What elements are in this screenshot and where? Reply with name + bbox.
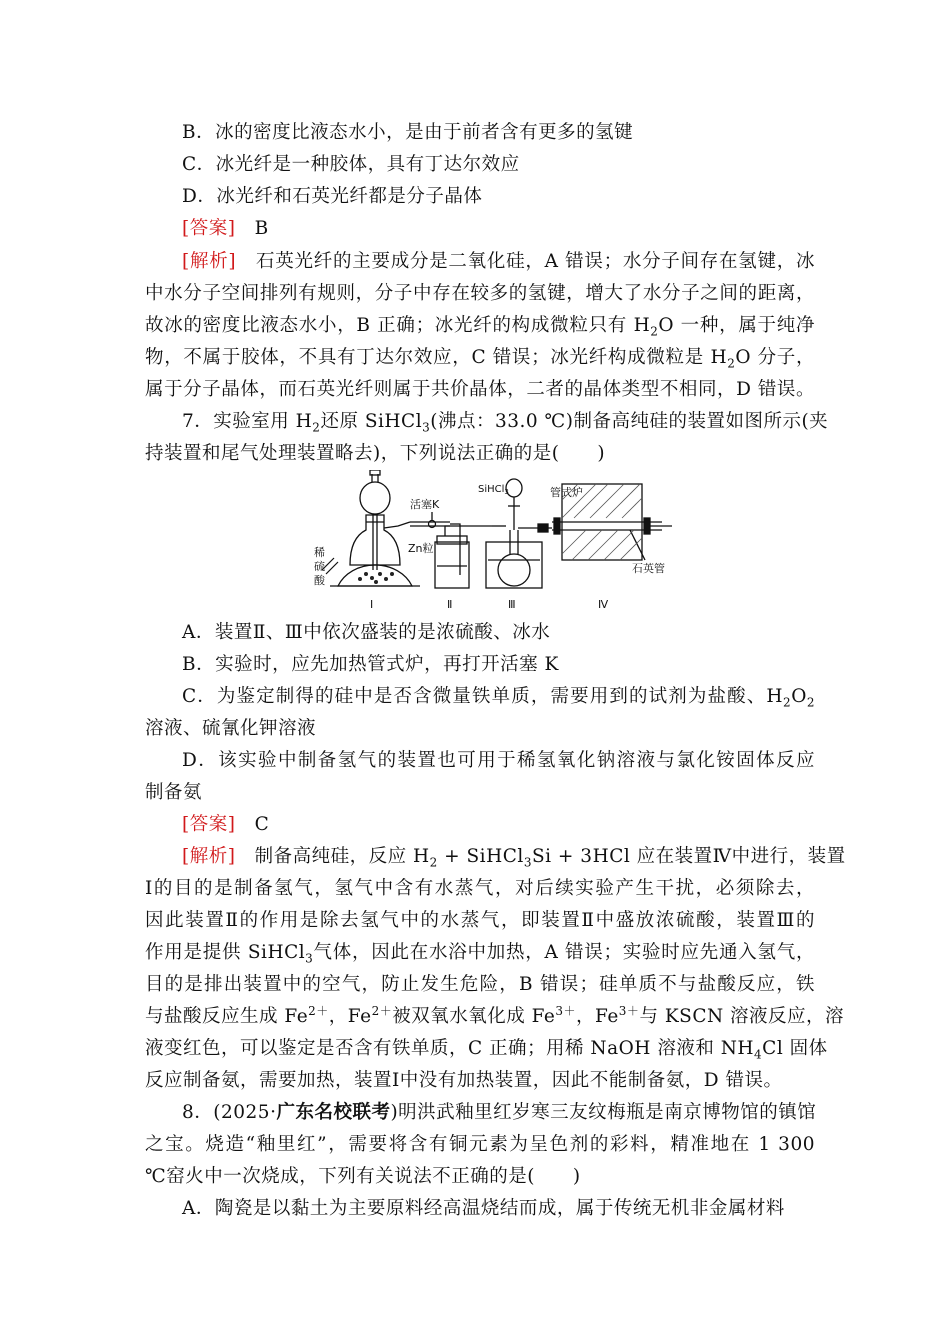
q7-analysis-line-6: 与盐酸反应生成 $Fe^{2+}$，$Fe^{2+}$被双氧水氧化成 $Fe^{3+}$，$Fe^{3+}$与 KSCN 溶液反应，溶 xyxy=(145,1003,845,1027)
q6-analysis-line-5: 属于分子晶体，而石英光纤则属于共价晶体，二者的晶体类型不相同，D 错误。 xyxy=(145,379,815,400)
answer-tag: [答案] xyxy=(182,218,236,239)
q7-analysis-line-3: 因此装置Ⅱ的作用是除去氢气中的水蒸气，即装置Ⅱ中盛放浓硫酸，装置Ⅲ的 xyxy=(145,910,815,931)
answer-value: B xyxy=(254,218,269,239)
q6-analysis-line-1: [解析] 石英光纤的主要成分是二氧化硅，A 错误；水分子间存在氢键，冰 xyxy=(182,251,815,272)
q7-option-c-line-1: C．为鉴定制得的硅中是否含微量铁单质，需要用到的试剂为盐酸、$H_2O_2$ xyxy=(182,686,815,710)
label-acid-2: 硫 xyxy=(314,560,325,573)
answer-tag: [答案] xyxy=(182,814,236,835)
q7-answer xyxy=(182,810,815,840)
label-sihcl3: SiHCl$_3$ xyxy=(478,484,509,496)
q6-option-c: C．冰光纤是一种胶体，具有丁达尔效应 xyxy=(182,154,520,175)
analysis-tag: [解析] xyxy=(182,251,237,272)
label-furnace: 管式炉 xyxy=(550,486,583,499)
answer-value: C xyxy=(254,814,270,835)
q7-analysis-line-1: [解析] 制备高纯硅，反应 $H_2$ + SiHCl$_3$Si + 3HCl 应在装置Ⅳ中进行，装置 xyxy=(182,846,846,870)
q7-analysis-line-7: 液变红色，可以鉴定是否含有铁单质，C 正确；用稀 NaOH 溶液和 $NH_4Cl$ 固体 xyxy=(145,1038,828,1062)
label-zinc: Zn粒 xyxy=(408,542,434,555)
q6-analysis-line-4: 物，不属于胶体，不具有丁达尔效应，C 错误；冰光纤构成微粒是 $H_2O$ 分子， xyxy=(145,347,815,371)
label-acid-3: 酸 xyxy=(314,574,325,587)
q7-analysis-line-2: Ⅰ的目的是制备氢气，氢气中含有水蒸气，对后续实验产生干扰，必须除去， xyxy=(145,878,815,899)
apparatus-diagram xyxy=(300,470,680,616)
label-stopcock-k: 活塞K xyxy=(410,498,440,511)
q7-stem-line-2: 持装置和尾气处理装置略去)，下列说法正确的是( ) xyxy=(145,443,606,464)
sihcl3-flask xyxy=(498,554,530,586)
q7-analysis-line-4: 作用是提供 SiHCl$_3$气体，因此在水浴中加热，A 错误；实验时应先通入氢气， xyxy=(145,942,815,966)
separatory-funnel-bulb xyxy=(360,482,390,514)
q7-option-b: B．实验时，应先加热管式炉，再打开活塞 K xyxy=(182,654,559,675)
q8-stem-line-2: 之宝。烧造“釉里红”，需要将含有铜元素为呈色剂的彩料，精准地在 1 300 xyxy=(145,1134,815,1155)
q6-analysis-line-3: 故冰的密度比液态水小，B 正确；冰光纤的构成微粒只有 $H_2O$ 一种，属于纯净 xyxy=(145,315,815,339)
q7-option-c-line-2: 溶液、硫氰化钾溶液 xyxy=(145,718,317,739)
q8-option-a: A．陶瓷是以黏土为主要原料经高温烧结而成，属于传统无机非金属材料 xyxy=(182,1198,785,1219)
q7-analysis-line-5: 目的是排出装置中的空气，防止发生危险，B 错误；硅单质不与盐酸反应，铁 xyxy=(145,974,815,995)
q6-answer xyxy=(182,214,815,244)
label-quartz-tube: 石英管 xyxy=(632,562,665,575)
q8-stem-line-1: 8．(2025·广东名校联考)明洪武釉里红岁寒三友纹梅瓶是南京博物馆的镇馆 xyxy=(182,1102,817,1123)
outlet-tube xyxy=(384,522,410,528)
q7-analysis-line-8: 反应制备氨，需要加热，装置Ⅰ中没有加热装置，因此不能制备氨，D 错误。 xyxy=(145,1070,783,1091)
label-apparatus-1: Ⅰ xyxy=(370,598,374,611)
water-bath-beaker xyxy=(486,542,542,588)
q7-option-a: A．装置Ⅱ、Ⅲ中依次盛装的是浓硫酸、冰水 xyxy=(182,622,551,643)
q7-option-d-line-1: D．该实验中制备氢气的装置也可用于稀氢氧化钠溶液与氯化铵固体反应 xyxy=(182,750,815,771)
q6-option-d: D．冰光纤和石英光纤都是分子晶体 xyxy=(182,186,483,207)
analysis-tag: [解析] xyxy=(182,846,236,867)
label-apparatus-2: Ⅱ xyxy=(447,598,453,611)
q6-analysis-line-2: 中水分子空间排列有规则，分子中存在较多的氢键，增大了水分子之间的距离， xyxy=(145,283,815,304)
q7-stem-line-1: 7．实验室用 $H_2$还原 SiHCl$_3$(沸点：33.0 ℃)制备高纯硅的装置如图所示(夹 xyxy=(182,411,829,435)
q6-option-b: B．冰的密度比液态水小，是由于前者含有更多的氢键 xyxy=(182,122,634,143)
q8-source: 广东名校联考 xyxy=(276,1102,391,1123)
label-acid-1: 稀 xyxy=(314,546,325,559)
q8-stem-line-3: ℃窑火中一次烧成，下列有关说法不正确的是( ) xyxy=(145,1166,581,1187)
wash-bottle xyxy=(435,542,469,588)
q7-option-d-line-2: 制备氨 xyxy=(145,782,203,803)
label-apparatus-4: Ⅳ xyxy=(598,598,609,611)
label-apparatus-3: Ⅲ xyxy=(508,598,516,611)
